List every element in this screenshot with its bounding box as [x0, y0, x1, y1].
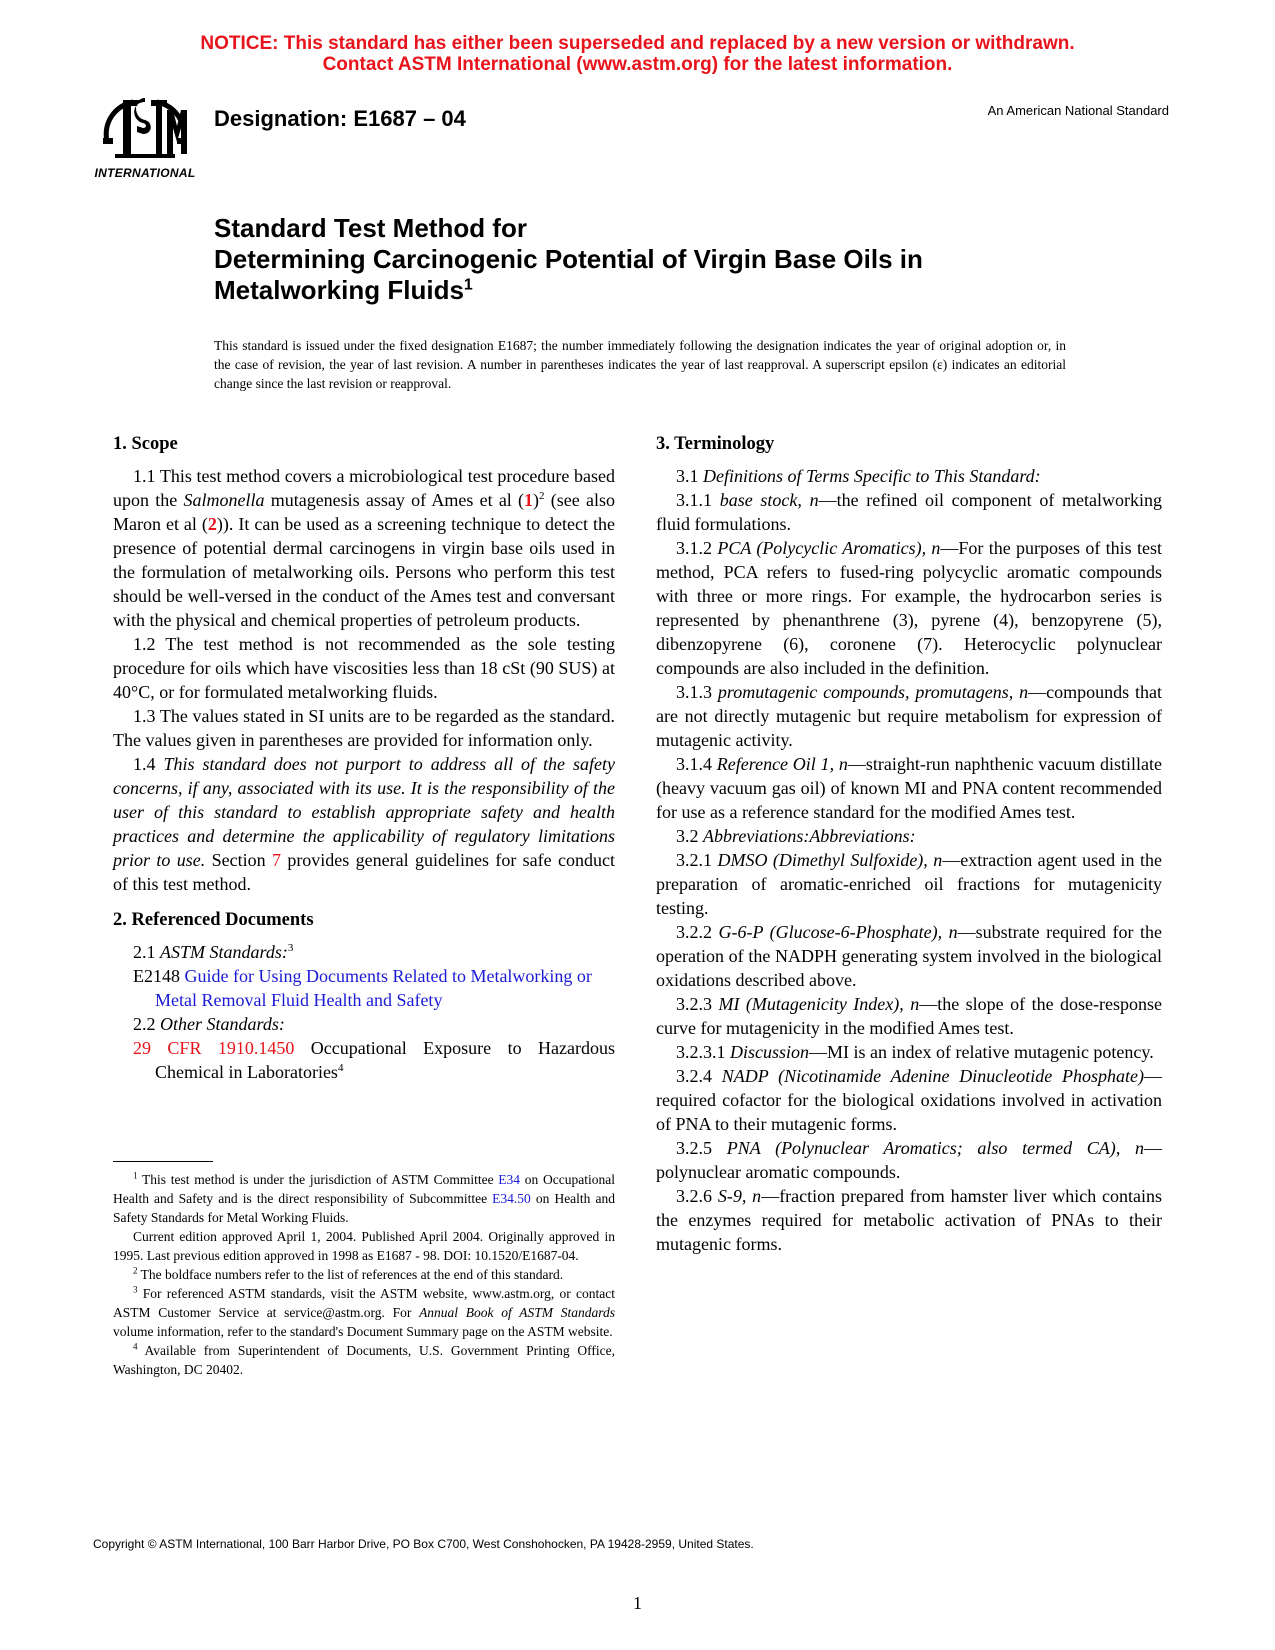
- footnote-2: $^2$ The boldface numbers refer to the list of references at the end of this standard.: [133, 1265, 564, 1282]
- term-3-2-5: 3.2.5 PNA (Polynuclear Aromatics; also termed CA), n—polynuclear aromatic compounds.: [656, 1138, 1163, 1182]
- e2148-link[interactable]: Guide for Using Documents Related to Metalworking or Metal Removal Fluid Health and Safety: [155, 966, 592, 1010]
- footnote-divider: [113, 1161, 213, 1162]
- scope-heading: 1. Scope: [113, 434, 178, 454]
- ref-29cfr: 29 CFR 1910.1450 Occupational Exposure to Hazardous Chemical in Laboratories$^4$: [133, 1038, 615, 1082]
- term-3-2-2: 3.2.2 G-6-P (Glucose-6-Phosphate), n—substrate required for the operation of the NADPH generating system involved in the biological oxidations described above.: [656, 922, 1163, 990]
- terminology-heading: 3. Terminology: [656, 434, 775, 454]
- logo-caption: INTERNATIONAL: [94, 166, 196, 180]
- copyright-notice: Copyright © ASTM International, 100 Barr Harbor Drive, PO Box C700, West Conshohocken, PA 19428-2959, United States.: [93, 1537, 754, 1551]
- term-3-2-6: 3.2.6 S-9, n—fraction prepared from hamster liver which contains the enzymes required for metabolic activation of PNAs to their mutagenic forms.: [656, 1186, 1163, 1254]
- title-footnote-ref[interactable]: 1: [463, 276, 473, 294]
- term-3-1: 3.1 Definitions of Terms Specific to This Standard:: [676, 466, 1041, 486]
- term-3-2: 3.2 Abbreviations:Abbreviations:: [676, 826, 916, 846]
- term-3-2-3: 3.2.3 MI (Mutagenicity Index), n—the slope of the dose-response curve for mutagenicity in the modified Ames test.: [656, 994, 1162, 1038]
- scope-1-3: 1.3 The values stated in SI units are to be regarded as the standard. The values given in parentheses are provided for information only.: [113, 706, 615, 750]
- cfr-link[interactable]: 29 CFR 1910.1450: [133, 1038, 295, 1058]
- withdrawn-notice: [0, 33, 1275, 75]
- footnote-ref-4[interactable]: 4: [337, 1062, 344, 1074]
- section-7-link[interactable]: 7: [271, 850, 281, 870]
- document-title: [214, 213, 1114, 306]
- term-3-2-3-1: 3.2.3.1 Discussion—MI is an index of relative mutagenic potency.: [676, 1042, 1154, 1062]
- footnote-4: $^4$ Available from Superintendent of Documents, U.S. Government Printing Office, Washington, DC 20402.: [113, 1341, 615, 1377]
- scope-1-1: 1.1 This test method covers a microbiological test procedure based upon the Salmonella mutagenesis assay of Ames et al $(1)^2$ (see also Maron et al (2)). It can be used as a screening technique to detect the presence of potential dermal carcinogens in virgin base oils used in the formulation of metalworking oils. Persons who perform this test should be well-versed in the conduct of the Ames test and conversant with the physical and chemical properties of petroleum products.: [113, 466, 616, 630]
- right-column: [656, 432, 1162, 1256]
- issued-note: This standard is issued under the fixed designation E1687; the number immediately following the designation indicates the year of original adoption or, in the case of revision, the year of last revision. A number in parentheses indicates the year of last reapproval. A superscript epsilon (ε) indicates an editorial change since the last revision or reapproval.: [214, 338, 1066, 391]
- referenced-documents-heading: 2. Referenced Documents: [113, 910, 314, 930]
- term-3-1-4: 3.1.4 Reference Oil 1, n—straight-run naphthenic vacuum distillate (heavy vacuum gas oil) of known MI and PNA content recommended for use as a reference standard for the modified Ames test.: [656, 754, 1163, 822]
- footnotes: [113, 1170, 615, 1379]
- footnote-1: $^1$ This test method is under the jurisdiction of ASTM Committee E34 on Occupational Health and Safety and is the direct responsibility of Subcommittee E34.50 on Health and Safety Standards for Metal Working Fluids.: [113, 1170, 615, 1225]
- term-3-2-4: 3.2.4 NADP (Nicotinamide Adenine Dinucleotide Phosphate)—required cofactor for the biological oxidations involved in activation of PNA to their mutagenic forms.: [656, 1066, 1162, 1134]
- national-standard-label: An American National Standard: [987, 103, 1169, 118]
- term-3-1-3: 3.1.3 promutagenic compounds, promutagens, n—compounds that are not directly mutagenic but require metabolism for expression of mutagenic activity.: [656, 682, 1162, 750]
- ref-link-1[interactable]: 1: [524, 490, 534, 510]
- notice-line-1: NOTICE: This standard has either been superseded and replaced by a new version or withdrawn.: [200, 33, 1075, 54]
- ref-e2148: E2148 Guide for Using Documents Related to Metalworking or Metal Removal Fluid Health and Safety: [133, 966, 592, 1010]
- title-line-1: Standard Test Method for: [214, 213, 527, 243]
- title-line-3-text: Metalworking Fluids: [214, 275, 464, 305]
- footnote-3: $^3$ For referenced ASTM standards, visit the ASTM website, www.astm.org, or contact ASTM Customer Service at service@astm.org. For Annual Book of ASTM Standards volume information, refer to the standard's Document Summary page on the ASTM website.: [113, 1284, 616, 1339]
- scope-1-4: 1.4 This standard does not purport to address all of the safety concerns, if any, associated with its use. It is the responsibility of the user of this standard to establish appropriate safety and health practices and determine the applicability of regulatory limitations prior to use. Section 7 provides general guidelines for safe conduct of this test method.: [113, 754, 615, 894]
- page-number: 1: [633, 1593, 642, 1613]
- ref-2-1: 2.1 ASTM Standards:$^3$: [133, 942, 294, 962]
- e34-50-link[interactable]: E34.50: [492, 1191, 531, 1206]
- footnote-ref-3[interactable]: 3: [287, 942, 294, 954]
- designation: Designation: E1687 – 04: [214, 106, 466, 131]
- footnote-ref-2[interactable]: 2: [539, 490, 545, 502]
- title-line-3: [214, 275, 1114, 306]
- footnote-1-edition: Current edition approved April 1, 2004. Published April 2004. Originally approved in 1995. Last previous edition approved in 1998 as E1687 - 98. DOI: 10.1520/E1687-04.: [113, 1229, 615, 1263]
- e34-link[interactable]: E34: [498, 1172, 521, 1187]
- notice-line-2: Contact ASTM International (www.astm.org) for the latest information.: [322, 54, 953, 75]
- title-line-2: Determining Carcinogenic Potential of Virgin Base Oils in: [214, 244, 923, 274]
- term-3-2-1: 3.2.1 DMSO (Dimethyl Sulfoxide), n—extraction agent used in the preparation of aromatic-enriched oil fractions for mutagenicity testing.: [656, 850, 1162, 918]
- ref-2-2: 2.2 Other Standards:: [133, 1014, 285, 1034]
- left-column: [113, 432, 615, 1084]
- term-3-1-2: 3.1.2 PCA (Polycyclic Aromatics), n—For the purposes of this test method, PCA refers to fused-ring polycyclic aromatic compounds with three or more rings. For example, the hydrocarbon series is represented by phenanthrene (3), pyrene (4), benzopyrene (5), dibenzopyrene (6), coronene (7). Heterocyclic polynuclear compounds are also included in the definition.: [656, 538, 1162, 678]
- scope-1-2: 1.2 The test method is not recommended as the sole testing procedure for oils which have viscosities less than 18 cSt (90 SUS) at 40°C, or for formulated metalworking fluids.: [113, 634, 615, 702]
- term-3-1-1: 3.1.1 base stock, n—the refined oil component of metalworking fluid formulations.: [656, 490, 1162, 534]
- ref-link-2[interactable]: 2: [207, 514, 217, 534]
